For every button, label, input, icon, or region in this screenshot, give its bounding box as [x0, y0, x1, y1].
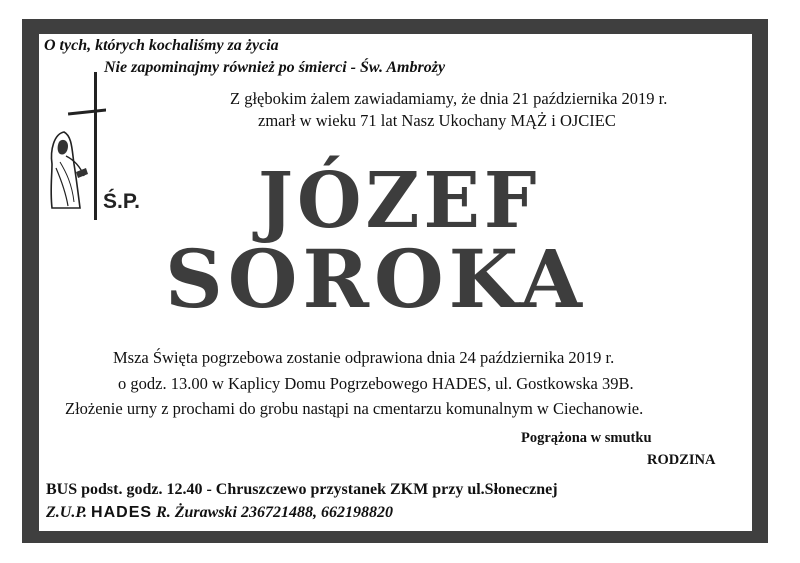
quote-line-2: Nie zapominajmy również po śmierci - Św. Ambroży	[104, 59, 446, 76]
bus-info: BUS podst. godz. 12.40 - Chruszczewo przystanek ZKM przy ul.Słonecznej	[46, 481, 558, 498]
funeral-line-2: o godz. 13.00 w Kaplicy Domu Pogrzebowego HADES, ul. Gostkowska 39B.	[118, 374, 634, 393]
sp-prefix: Ś.P.	[103, 190, 140, 213]
footer-contact: R. Żurawski 236721488, 662198820	[156, 504, 393, 521]
footer-company: HADES	[91, 504, 153, 521]
cross-with-praying-figure-icon	[46, 72, 106, 222]
deceased-last-name: SOROKA	[165, 232, 587, 326]
mourners-line-2: RODZINA	[647, 452, 716, 468]
announcement-line-1: Z głębokim żalem zawiadamiamy, że dnia 21 października 2019 r.	[230, 89, 668, 108]
deceased-first-name: JÓZEF	[258, 156, 541, 246]
footer-prefix: Z.U.P.	[46, 504, 88, 521]
announcement-line-2: zmarł w wieku 71 lat Nasz Ukochany MĄŻ i OJCIEC	[258, 111, 616, 130]
mourners-line-1: Pogrążona w smutku	[521, 430, 652, 446]
quote-line-1: O tych, których kochaliśmy za życia	[44, 37, 279, 54]
funeral-line-3: Złożenie urny z prochami do grobu nastąpi na cmentarzu komunalnym w Ciechanowie.	[65, 399, 644, 418]
funeral-line-1: Msza Święta pogrzebowa zostanie odprawiona dnia 24 października 2019 r.	[113, 348, 615, 367]
funeral-home-footer	[46, 504, 393, 522]
